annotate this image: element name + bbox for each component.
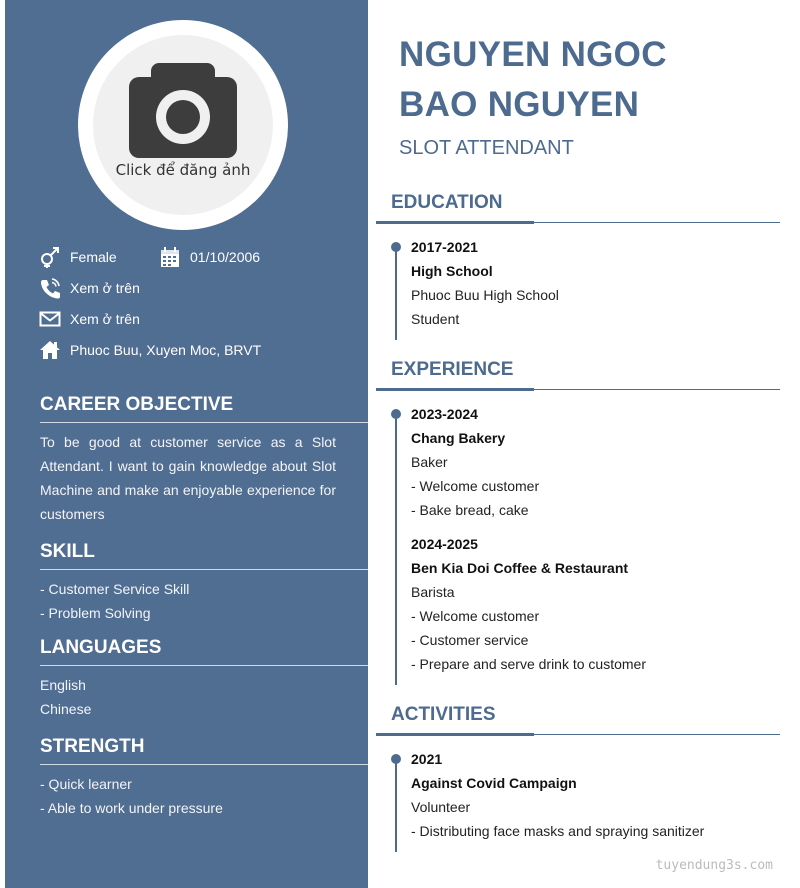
entry-line: Student bbox=[411, 311, 460, 327]
heading-accent bbox=[376, 733, 534, 736]
experience-entry bbox=[411, 402, 771, 522]
activity-entry bbox=[411, 747, 771, 843]
camera-icon bbox=[129, 63, 237, 158]
entry-years: 2023-2024 bbox=[411, 406, 478, 422]
skill-heading: SKILL bbox=[40, 541, 368, 570]
section-title: EXPERIENCE bbox=[391, 359, 514, 380]
job-title: SLOT ATTENDANT bbox=[399, 137, 574, 159]
photo-caption[interactable]: Click để đăng ảnh bbox=[115, 161, 251, 179]
skill-list bbox=[40, 577, 336, 625]
phone-row bbox=[39, 277, 140, 299]
strength-list bbox=[40, 772, 336, 820]
address-text: Phuoc Buu, Xuyen Moc, BRVT bbox=[70, 342, 262, 358]
career-objective-text: To be good at customer service as a Slot Attendant. I want to gain knowledge about Slot Machine and make an enjoyable experience for customers bbox=[40, 434, 336, 522]
entry-org: Ben Kia Doi Coffee & Restaurant bbox=[411, 560, 629, 576]
candidate-name bbox=[399, 30, 779, 130]
timeline-dot bbox=[391, 409, 401, 419]
phone-icon bbox=[39, 277, 61, 299]
strength-heading: STRENGTH bbox=[40, 736, 368, 765]
entry-line: - Bake bread, cake bbox=[411, 502, 529, 518]
list-item: - Able to work under pressure bbox=[40, 800, 223, 816]
email-text: Xem ở trên bbox=[70, 311, 140, 327]
activities-heading bbox=[376, 702, 780, 735]
entry-line: - Welcome customer bbox=[411, 478, 540, 494]
name-line: BAO NGUYEN bbox=[399, 85, 640, 124]
languages-heading: LANGUAGES bbox=[40, 637, 368, 666]
education-entry bbox=[411, 235, 771, 331]
entry-line: - Welcome customer bbox=[411, 608, 540, 624]
entry-years: 2021 bbox=[411, 751, 443, 767]
entry-org: Chang Bakery bbox=[411, 430, 506, 446]
list-item: English bbox=[40, 677, 86, 693]
home-icon bbox=[39, 339, 61, 361]
experience-heading bbox=[376, 357, 780, 390]
entry-line: Volunteer bbox=[411, 799, 471, 815]
section-title: ACTIVITIES bbox=[391, 704, 496, 725]
list-item: Chinese bbox=[40, 701, 92, 717]
birthdate-row bbox=[159, 246, 260, 268]
entry-years: 2024-2025 bbox=[411, 536, 478, 552]
entry-line: - Prepare and serve drink to customer bbox=[411, 656, 646, 672]
list-item: - Problem Solving bbox=[40, 605, 151, 621]
sidebar bbox=[5, 0, 368, 888]
timeline-dot bbox=[391, 242, 401, 252]
education-heading bbox=[376, 190, 780, 223]
phone-text: Xem ở trên bbox=[70, 280, 140, 296]
experience-timeline bbox=[395, 411, 397, 685]
experience-entry bbox=[411, 532, 771, 676]
calendar-icon bbox=[159, 246, 181, 268]
mail-icon bbox=[39, 308, 61, 330]
timeline-dot bbox=[391, 754, 401, 764]
list-item: - Quick learner bbox=[40, 776, 132, 792]
watermark: tuyendung3s.com bbox=[655, 858, 773, 873]
entry-line: Phuoc Buu High School bbox=[411, 287, 559, 303]
address-row bbox=[39, 339, 261, 361]
list-item: - Customer Service Skill bbox=[40, 581, 190, 597]
entry-line: Barista bbox=[411, 584, 455, 600]
entry-org: High School bbox=[411, 263, 493, 279]
entry-line: - Customer service bbox=[411, 632, 529, 648]
gender-text: Female bbox=[70, 249, 117, 265]
entry-line: - Distributing face masks and spraying sanitizer bbox=[411, 823, 705, 839]
gender-icon bbox=[39, 246, 61, 268]
languages-list bbox=[40, 673, 336, 721]
name-line: NGUYEN NGOC bbox=[399, 35, 667, 74]
activities-timeline bbox=[395, 756, 397, 852]
gender-row bbox=[39, 246, 117, 268]
email-row bbox=[39, 308, 140, 330]
avatar-upload[interactable] bbox=[78, 20, 288, 230]
section-title: EDUCATION bbox=[391, 192, 503, 213]
heading-accent bbox=[376, 221, 534, 224]
entry-org: Against Covid Campaign bbox=[411, 775, 577, 791]
birthdate-text: 01/10/2006 bbox=[190, 249, 261, 265]
entry-years: 2017-2021 bbox=[411, 239, 478, 255]
entry-line: Baker bbox=[411, 454, 448, 470]
avatar-placeholder[interactable] bbox=[93, 35, 273, 215]
career-objective-heading: CAREER OBJECTIVE bbox=[40, 394, 368, 423]
education-timeline bbox=[395, 244, 397, 340]
heading-accent bbox=[376, 388, 534, 391]
